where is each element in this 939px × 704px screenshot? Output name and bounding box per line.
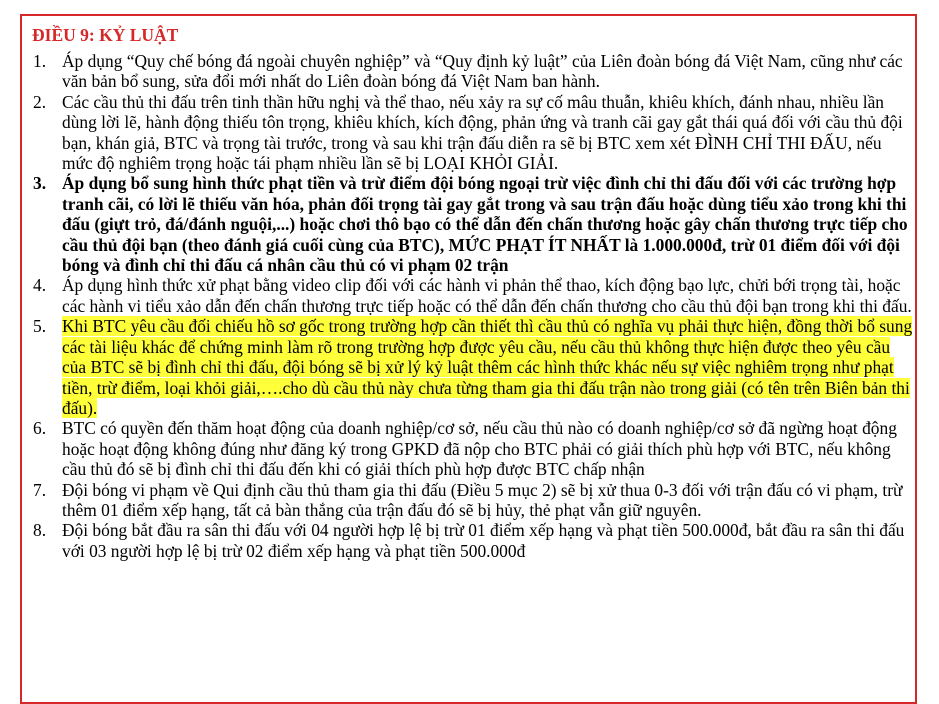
rule-item-5 [20,316,913,418]
rule-item-3 [20,173,913,275]
rule-text: Áp dụng bổ sung hình thức phạt tiền và trừ điểm đội bóng ngoại trừ việc đình chỉ thi đấu đối với các trường hợp tranh cãi, có lời lẽ thiếu văn hóa, phản đối trọng tài gay gắt trong và sau trận đấu hoặc dùng tiểu xảo trong khi thi đấu (giựt trỏ, đá/đánh nguội,...) hoặc chơi thô bạo có thể dẫn đến chấn thương hoặc gây chấn thương trực tiếp cho cầu thủ đội bạn (theo đánh giá cuối cùng của BTC), MỨC PHẠT ÍT NHẤT là 1.000.000đ, trừ 01 điểm đối với đội bóng và đình chỉ thi đấu cá nhân cầu thủ có vi phạm 02 trận [62,173,908,276]
rule-number: 1. [33,51,47,71]
rule-number: 6. [33,418,47,439]
rule-item-6 [20,418,913,479]
rule-item-7 [20,480,913,521]
rule-number: 3. [33,173,47,194]
rule-item-4 [20,275,913,316]
rule-item-1 [20,51,913,92]
rule-item-2 [20,92,913,174]
rule-text: Các cầu thủ thi đấu trên tinh thần hữu nghị và thể thao, nếu xảy ra sự cố mâu thuẫn, khiêu khích, đánh nhau, nhiều lần dùng lời lẽ, hành động thiếu tôn trọng, khiêu khích, kích động, phản ứng và tranh cãi gay gắt thái quá đối với cầu thủ đội bạn, khán giả, BTC và trọng tài trước, trong và sau khi trận đấu diễn ra sẽ bị BTC xem xét ĐÌNH CHỈ THI ĐẤU, nếu mức độ nghiêm trọng hoặc tái phạm nhiều lần sẽ bị LOẠI KHỎI GIẢI. [62,91,903,174]
rule-text: Áp dụng hình thức xử phạt bằng video clip đối với các hành vi phản thể thao, kích động bạo lực, chửi bới trọng tài, hoặc các hành vi tiểu xảo dẫn đến chấn thương trực tiếp hoặc có thể dẫn đến chấn thương cho cầu thủ đội bạn trong khi thi đấu. [62,275,912,316]
rule-number: 2. [33,91,47,112]
rules-list [20,51,913,561]
rule-item-8 [20,520,913,561]
rule-number: 5. [33,316,47,337]
rule-text-highlighted: Khi BTC yêu cầu đối chiếu hồ sơ gốc trong trường hợp cần thiết thì cầu thủ có nghĩa vụ phải thực hiện, đồng thời bổ sung các tài liệu khác để chứng minh làm rõ trong trường hợp được yêu cầu, nếu cầu thủ không thực hiện được theo yêu cầu của BTC sẽ bị đình chỉ thi đấu, đội bóng sẽ bị xử lý kỷ luật thêm các hình thức khác nếu sự việc nghiêm trọng như phạt tiền, trừ điểm, loại khỏi giải,….cho dù cầu thủ này chưa từng tham gia thi đấu trận nào trong giải (có tên trên Biên bản thi đấu). [62,316,913,418]
article-heading: ĐIỀU 9: KỶ LUẬT [32,25,179,45]
rule-number: 8. [33,520,47,541]
rule-text: Đội bóng bắt đầu ra sân thi đấu với 04 người hợp lệ bị trừ 01 điểm xếp hạng và phạt tiền 500.000đ, bắt đầu ra sân thi đấu với 03 người hợp lệ bị trừ 02 điểm xếp hạng và phạt tiền 500.000đ [62,520,905,561]
rule-text: Áp dụng “Quy chế bóng đá ngoài chuyên nghiệp” và “Quy định kỷ luật” của Liên đoàn bóng đá Việt Nam, cũng như các văn bản bổ sung, sửa đổi mới nhất do Liên đoàn bóng đá Việt Nam ban hành. [62,51,903,92]
rule-text: BTC có quyền đến thăm hoạt động của doanh nghiệp/cơ sở, nếu cầu thủ nào có doanh nghiệp/cơ sở đã ngừng hoạt động hoặc hoạt động không đúng như đăng ký trong GPKD đã nộp cho BTC phải có giải thích phù hợp với BTC, nếu không cầu thủ đó sẽ bị đình chỉ thi đấu đến khi có giải thích phù hợp được BTC chấp nhận [62,418,897,480]
rule-number: 4. [33,275,47,296]
rule-number: 7. [33,479,47,500]
rule-text: Đội bóng vi phạm về Qui định cầu thủ tham gia thi đấu (Điều 5 mục 2) sẽ bị xử thua 0-3 đối với trận đấu có vi phạm, trừ thêm 01 điểm xếp hạng, tất cả bàn thắng của trận đấu đó sẽ bị hủy, thẻ phạt vẫn giữ nguyên. [62,479,903,520]
